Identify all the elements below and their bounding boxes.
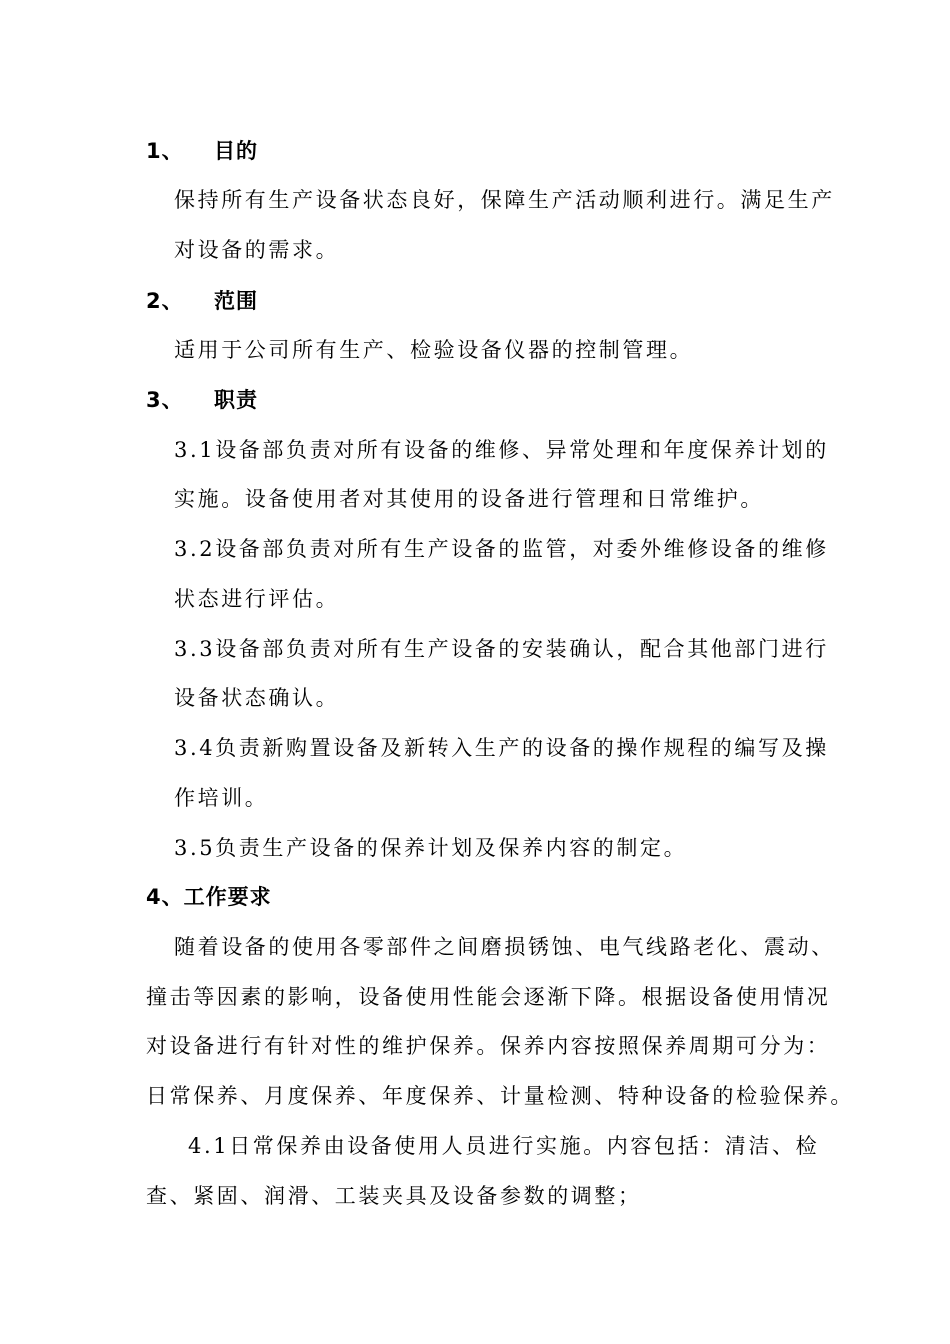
section-1-line: 对设备的需求。 — [174, 238, 340, 262]
section-3-line: 状态进行评估。 — [174, 587, 340, 611]
section-2-title: 范围 — [214, 289, 258, 313]
section-4-line: 随着设备的使用各零部件之间磨损锈蚀、电气线路老化、震动、 — [174, 935, 835, 959]
section-1-number: 1、 — [146, 139, 184, 163]
section-3-line: 3.5负责生产设备的保养计划及保养内容的制定。 — [174, 836, 688, 860]
section-3-line: 设备状态确认。 — [174, 686, 340, 710]
section-4-line: 撞击等因素的影响，设备使用性能会逐渐下降。根据设备使用情况 — [146, 985, 831, 1009]
section-4-heading: 4、工作要求 — [146, 885, 272, 909]
section-3-title: 职责 — [214, 388, 258, 412]
section-2-line: 适用于公司所有生产、检验设备仪器的控制管理。 — [174, 338, 694, 362]
section-1-title: 目的 — [214, 139, 258, 163]
section-3-line: 3.4负责新购置设备及新转入生产的设备的操作规程的编写及操 — [174, 736, 829, 760]
section-2-number: 2、 — [146, 289, 184, 313]
section-3-heading — [146, 385, 258, 415]
section-4-line: 对设备进行有针对性的维护保养。保养内容按照保养周期可分为： — [146, 1034, 831, 1058]
section-3-line: 3.3设备部负责对所有生产设备的安装确认，配合其他部门进行 — [174, 637, 829, 661]
section-4-line: 日常保养、月度保养、年度保养、计量检测、特种设备的检验保养。 — [146, 1084, 854, 1108]
section-3-line: 作培训。 — [174, 786, 269, 810]
section-1-heading — [146, 136, 258, 166]
section-2-heading — [146, 286, 258, 316]
section-1-line: 保持所有生产设备状态良好，保障生产活动顺利进行。满足生产 — [174, 188, 835, 212]
section-3-line: 3.1设备部负责对所有设备的维修、异常处理和年度保养计划的 — [174, 438, 829, 462]
section-3-line: 实施。设备使用者对其使用的设备进行管理和日常维护。 — [174, 487, 764, 511]
section-3-line: 3.2设备部负责对所有生产设备的监管，对委外维修设备的维修 — [174, 537, 829, 561]
section-4-line: 查、紧固、润滑、工装夹具及设备参数的调整； — [146, 1184, 642, 1208]
section-3-number: 3、 — [146, 388, 184, 412]
section-4-line: 4.1日常保养由设备使用人员进行实施。内容包括：清洁、检 — [188, 1134, 820, 1158]
